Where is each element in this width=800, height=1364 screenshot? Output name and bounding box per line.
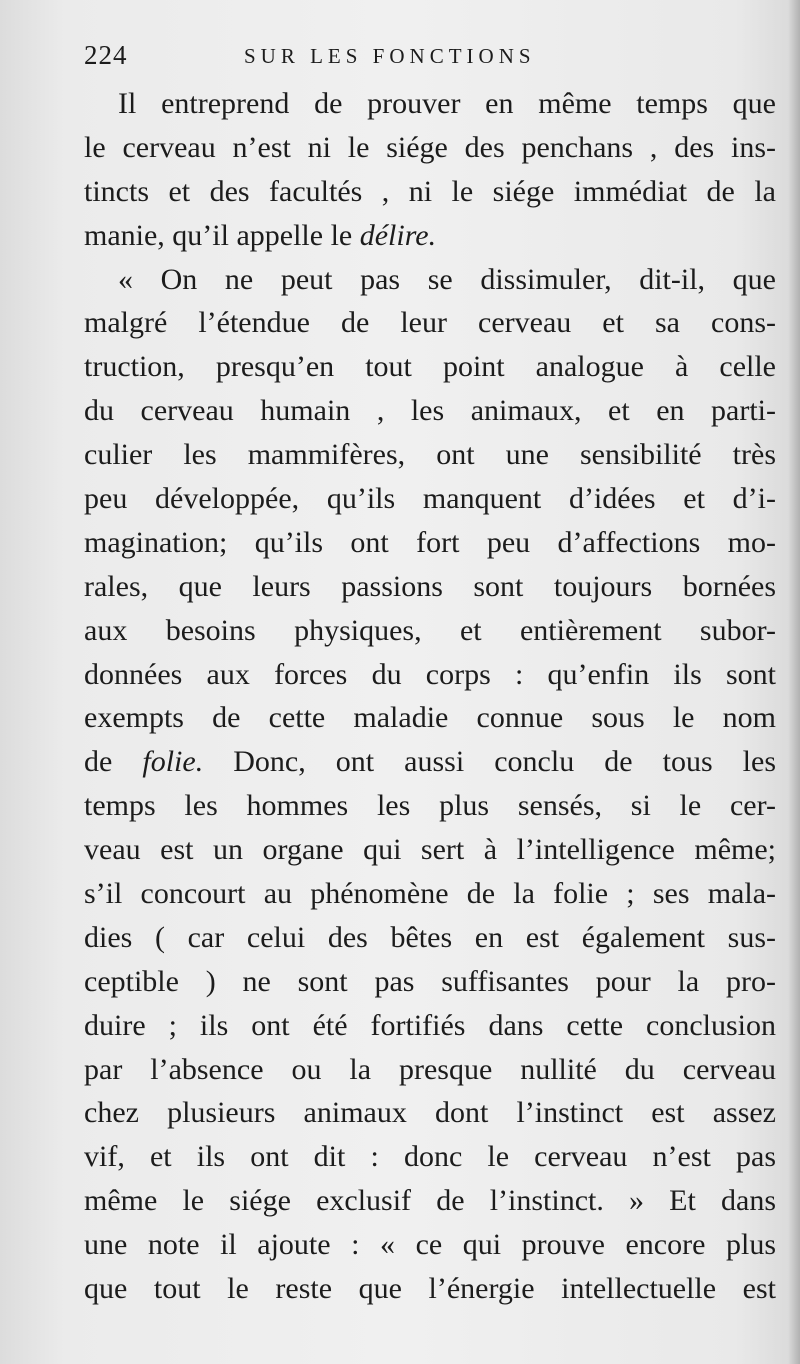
text-line: du cerveau humain , les animaux, et en parti- bbox=[84, 394, 776, 428]
text-line: culier les mammifères, ont une sensibilité très bbox=[84, 438, 776, 472]
text-line: de folie. Donc, ont aussi conclu de tous les bbox=[84, 745, 776, 779]
page-edge-shadow bbox=[788, 0, 800, 1364]
text-line: rales, que leurs passions sont toujours bornées bbox=[84, 569, 776, 603]
text-line: ceptible ) ne sont pas suffisantes pour la pro- bbox=[84, 964, 776, 998]
text-line: même le siége exclusif de l’instinct. » Et dans bbox=[84, 1184, 776, 1218]
text-line: une note il ajoute : « ce qui prouve encore plus bbox=[84, 1228, 776, 1262]
text-line: le cerveau n’est ni le siége des penchans , des ins- bbox=[84, 130, 776, 164]
running-head bbox=[84, 40, 784, 76]
text-line: par l’absence ou la presque nullité du cerveau bbox=[84, 1052, 776, 1086]
text-line: manie, qu’il appelle le délire. bbox=[84, 218, 437, 252]
text-line: duire ; ils ont été fortifiés dans cette conclusion bbox=[84, 1008, 776, 1042]
text-line: malgré l’étendue de leur cerveau et sa cons- bbox=[84, 306, 776, 340]
text-line: tincts et des facultés , ni le siége immédiat de la bbox=[84, 174, 776, 208]
text-line: vif, et ils ont dit : donc le cerveau n’est pas bbox=[84, 1140, 776, 1174]
italic-term: folie. bbox=[142, 745, 204, 779]
body-text bbox=[84, 82, 776, 1311]
page-number: 224 bbox=[84, 40, 128, 70]
italic-term: délire. bbox=[359, 218, 437, 252]
text-line: exempts de cette maladie connue sous le nom bbox=[84, 701, 776, 735]
text-line: magination; qu’ils ont fort peu d’affections mo- bbox=[84, 525, 776, 559]
text-line: Il entreprend de prouver en même temps que bbox=[118, 87, 776, 120]
text-line: données aux forces du corps : qu’enfin ils sont bbox=[84, 657, 776, 691]
text-line: chez plusieurs animaux dont l’instinct est assez bbox=[84, 1096, 776, 1130]
text-line: temps les hommes les plus sensés, si le cer- bbox=[84, 789, 776, 823]
text-line: dies ( car celui des bêtes en est également sus- bbox=[84, 920, 776, 954]
text-line: peu développée, qu’ils manquent d’idées et d’i- bbox=[84, 482, 776, 516]
text-line: « On ne peut pas se dissimuler, dit-il, que bbox=[118, 262, 776, 296]
text-line: que tout le reste que l’énergie intellectuelle est bbox=[84, 1272, 776, 1306]
text-line: s’il concourt au phénomène de la folie ; ses mala- bbox=[84, 877, 776, 911]
text-line: veau est un organe qui sert à l’intelligence même; bbox=[84, 833, 776, 867]
text-line: aux besoins physiques, et entièrement subor- bbox=[84, 613, 776, 647]
running-title: SUR LES FONCTIONS bbox=[244, 44, 536, 68]
text-line: truction, presqu’en tout point analogue à celle bbox=[84, 350, 776, 384]
